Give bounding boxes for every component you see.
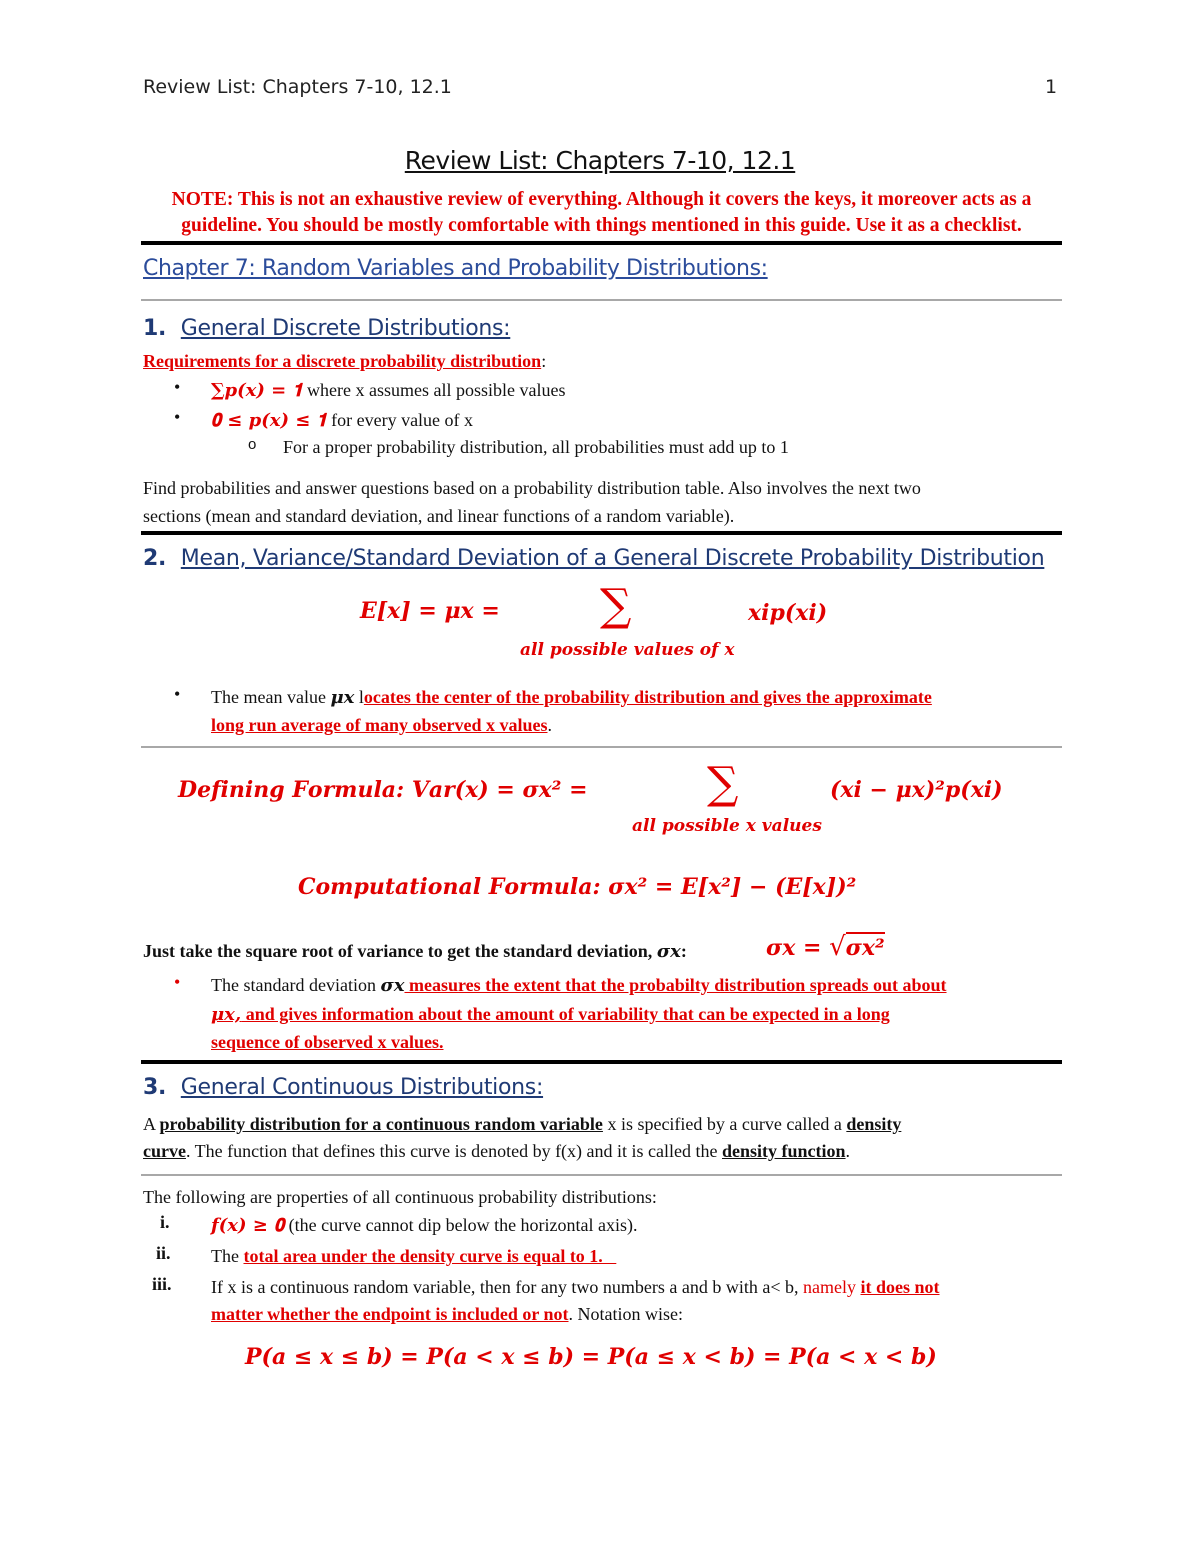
divider: [141, 1174, 1062, 1176]
variance-defining-formula-right: (𝒙𝒊 − 𝝁𝒙)²𝒑(𝒙𝒊): [830, 777, 1003, 803]
expected-value-formula-right: 𝒙𝒊𝒑(𝒙𝒊): [748, 600, 828, 626]
page-number: 1: [1045, 76, 1058, 98]
text: The mean value: [211, 687, 331, 707]
section-title: General Continuous Distributions:: [180, 1075, 544, 1100]
variance-computational-formula: 𝑪𝒐𝒎𝒑𝒖𝒕𝒂𝒕𝒊𝒐𝒏𝒂𝒍 𝑭𝒐𝒓𝒎𝒖𝒍𝒂: 𝝈𝒙² = 𝑬[𝒙²] − (𝑬[𝒙])²: [298, 874, 857, 900]
chapter-heading: Chapter 7: Random Variables and Probability Distributions:: [143, 256, 768, 281]
variance-defining-formula-left: 𝑫𝒆𝒇𝒊𝒏𝒊𝒏𝒈 𝑭𝒐𝒓𝒎𝒖𝒍𝒂: 𝑽𝒂𝒓(𝒙) = 𝝈𝒙² =: [178, 777, 588, 803]
running-header: Review List: Chapters 7-10, 12.1: [143, 76, 452, 98]
continuous-def-line-1: [143, 1111, 1043, 1137]
divider: [141, 299, 1062, 301]
properties-intro: The following are properties of all continuous probability distributions:: [143, 1187, 657, 1207]
requirement-1-text: where x assumes all possible values: [302, 380, 566, 400]
highlight-text: sequence of observed x values.: [211, 1032, 444, 1052]
highlight-text: matter whether the endpoint is included or not: [211, 1304, 569, 1324]
circle-bullet-icon: o: [248, 436, 257, 453]
sd-description-line-1: [211, 972, 1071, 999]
colon: :: [680, 941, 687, 961]
text: A: [143, 1114, 160, 1134]
requirements-text: Requirements for a discrete probability distribution: [143, 351, 542, 371]
divider: [141, 1060, 1062, 1064]
bullet-icon: •: [174, 407, 181, 427]
property-3-line-1: [211, 1274, 1071, 1300]
highlight-text: measures the extent that the probabilty distribution spreads out about: [404, 975, 947, 995]
period: .: [845, 1141, 851, 1161]
divider: [141, 746, 1062, 748]
sd-description-line-2: [211, 1001, 1071, 1028]
section-heading-2: [143, 546, 1044, 571]
bullet-icon: •: [174, 377, 181, 397]
property-1: [211, 1212, 638, 1239]
text: The: [211, 1246, 244, 1266]
colon: :: [541, 351, 547, 371]
mean-description-line-1: [211, 684, 1061, 711]
sum-formula: ∑𝒑(𝒙) = 𝟏: [211, 380, 303, 401]
requirement-1: [211, 377, 565, 404]
mu-symbol: 𝝁𝒙,: [211, 1004, 242, 1025]
list-number: i.: [160, 1212, 170, 1232]
paragraph-line-2: sections (mean and standard deviation, and linear functions of a random variable).: [143, 506, 735, 526]
divider: [141, 531, 1062, 535]
sd-description-line-3: [211, 1029, 444, 1055]
requirement-2-text: for every value of x: [326, 410, 474, 430]
endpoint-equality-formula: 𝑷(𝒂 ≤ 𝒙 ≤ 𝒃) = 𝑷(𝒂 < 𝒙 ≤ 𝒃) = 𝑷(𝒂 ≤ 𝒙 < 𝒃) = 𝑷(𝒂 < 𝒙 < 𝒃): [245, 1344, 937, 1370]
page-title: Review List: Chapters 7-10, 12.1: [404, 146, 796, 175]
section-number: 2.: [143, 546, 167, 571]
std-dev-formula-left: 𝝈𝒙 =: [766, 935, 830, 961]
list-number: iii.: [152, 1274, 172, 1294]
section-number: 1.: [143, 316, 167, 341]
note-line-1: NOTE: This is not an exhaustive review of everything. Although it covers the keys, it moreover acts as a: [171, 189, 1032, 210]
instruction-text: Just take the square root of variance to get the standard deviation,: [143, 941, 657, 961]
continuous-def-line-2: [143, 1138, 1043, 1164]
summation-range: 𝒂𝒍𝒍 𝒑𝒐𝒔𝒔𝒊𝒃𝒍𝒆 𝒗𝒂𝒍𝒖𝒆𝒔 𝒐𝒇 𝒙: [520, 640, 735, 660]
text: The standard deviation: [211, 975, 381, 995]
property-3-line-2: [211, 1301, 683, 1327]
std-dev-instruction: [143, 938, 687, 965]
section-number: 3.: [143, 1075, 167, 1100]
section-title: Mean, Variance/Standard Deviation of a General Discrete Probability Distribution: [180, 546, 1045, 571]
requirement-2: [211, 407, 473, 434]
paragraph-line-1: Find probabilities and answer questions based on a probability distribution table. Also involves the next two: [143, 478, 921, 498]
bullet-icon: •: [174, 972, 181, 992]
text: x is specified by a curve called a: [602, 1114, 847, 1134]
section-heading-3: [143, 1075, 543, 1100]
term: density: [846, 1114, 902, 1134]
text: . Notation wise:: [568, 1304, 684, 1324]
property-1-text: (the curve cannot dip below the horizontal axis).: [284, 1215, 638, 1235]
period: .: [547, 715, 552, 735]
sigma-symbol: 𝝈𝒙: [656, 941, 681, 962]
requirements-label: [143, 348, 546, 374]
mu-symbol: 𝝁𝒙: [330, 687, 355, 708]
note-line-2: guideline. You should be mostly comfortable with things mentioned in this guide. Use it as a checklist.: [181, 215, 1022, 236]
section-title: General Discrete Distributions:: [180, 316, 511, 341]
term: density function: [722, 1141, 846, 1161]
radicand: 𝝈𝒙²: [846, 932, 885, 961]
highlight-text: total area under the density curve is equal to 1.: [243, 1246, 617, 1266]
section-heading-1: [143, 316, 510, 341]
sub-bullet-text: For a proper probability distribution, all probabilities must add up to 1: [283, 437, 789, 457]
expected-value-formula-left: 𝑬[𝒙] = 𝝁𝒙 =: [360, 598, 500, 624]
text: l: [354, 687, 364, 707]
property-2: [211, 1243, 616, 1269]
highlight-text: it does not: [860, 1277, 940, 1297]
list-number: ii.: [156, 1243, 171, 1263]
summation-symbol: ∑: [707, 758, 739, 809]
summation-range: 𝒂𝒍𝒍 𝒑𝒐𝒔𝒔𝒊𝒃𝒍𝒆 𝒙 𝒗𝒂𝒍𝒖𝒆𝒔: [632, 816, 822, 836]
sigma-symbol: 𝝈𝒙: [380, 975, 405, 996]
term: probability distribution for a continuous random variable: [159, 1114, 603, 1134]
bullet-icon: •: [174, 684, 181, 704]
highlight-text: ocates the center of the probability distribution and gives the approximate: [363, 687, 932, 707]
range-formula: 𝟎 ≤ 𝒑(𝒙) ≤ 𝟏: [211, 410, 327, 431]
highlight-text: and gives information about the amount of variability that can be expected in a long: [241, 1004, 890, 1024]
text: . The function that defines this curve is denoted by f(x) and it is called the: [185, 1141, 723, 1161]
radical-icon: √: [829, 932, 846, 962]
divider: [141, 241, 1062, 245]
text: namely: [803, 1277, 861, 1297]
mean-description-line-2: [211, 712, 552, 738]
summation-symbol: ∑: [600, 580, 632, 631]
nonnegativity-formula: 𝒇(𝒙) ≥ 𝟎: [211, 1215, 285, 1236]
std-dev-formula: [766, 932, 885, 962]
text: If x is a continuous random variable, then for any two numbers a and b with a< b,: [211, 1277, 804, 1297]
highlight-text: long run average of many observed x values: [211, 715, 548, 735]
term: curve: [143, 1141, 186, 1161]
